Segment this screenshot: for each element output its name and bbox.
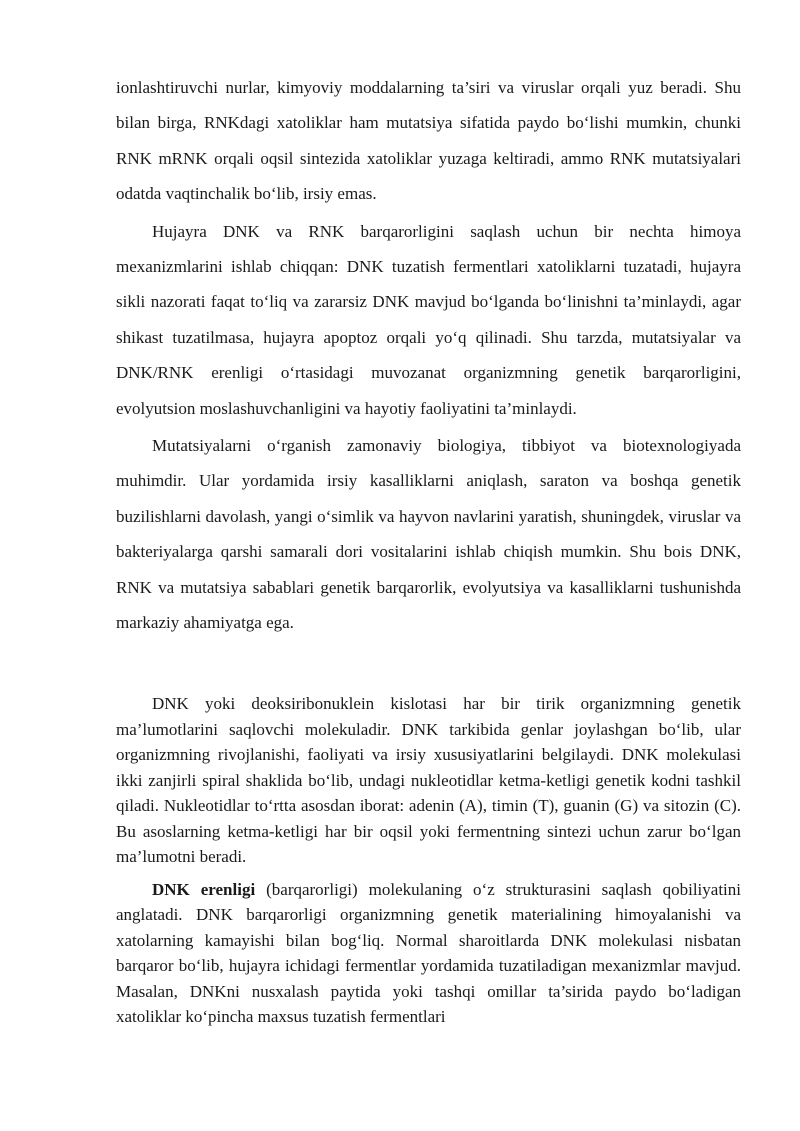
paragraph-mutation-study: Mutatsiyalarni o‘rganish zamonaviy biologiya, tibbiyot va biotexnologiyada muhimdir. Ular yordamida irsiy kasalliklarni aniqlash, saraton va boshqa genetik buzilishlarni davolash, yangi o‘simlik va hayvon navlarini yaratish, shuningdek, viruslar va bakteriyalarga qarshi samarali dori vositalarini ishlab chiqish mumkin. Shu bois DNK, RNK va mutatsiya sabablari genetik barqarorlik, evolyutsiya va kasalliklarni tushunishda markaziy ahamiyatga ega. [116, 436, 741, 633]
paragraph-dna-stability-text: (barqarorligi) molekulaning o‘z strukturasini saqlash qobiliyatini anglatadi. DNK barqarorligi organizmning genetik materialining himoyalanishi va xatolarning kamayishi bilan bog‘liq. Normal sharoitlarda DNK molekulasi nisbatan barqaror bo‘lib, hujayra ichidagi fermentlar yordamida tuzatiladigan mexanizmlar mavjud. Masalan, DNKni nusxalash paytida yoki tashqi omillar ta’sirida paydo bo‘ladigan xatoliklar ko‘pincha maxsus tuzatish fermentlari [116, 879, 741, 1026]
paragraph-dna-definition: DNK yoki deoksiribonuklein kislotasi har bir tirik organizmning genetik ma’lumotlarini saqlovchi molekuladir. DNK tarkibida genlar joylashgan bo‘lib, ular organizmning rivojlanishi, faoliyati va irsiy xususiyatlarini belgilaydi. DNK molekulasi ikki zanjirli spiral shaklida bo‘lib, undagi nukleotidlar ketma-ketligi genetik kodni tashkil qiladi. Nukleotidlar to‘rtta asosdan iborat: adenin (A), timin (T), guanin (G) va sitozin (C). Bu asoslarning ketma-ketligi har bir oqsil yoki fermentning sintezi uchun zarur bo‘lgan ma’lumotni beradi. [116, 694, 741, 866]
document-page-lower [116, 691, 741, 1030]
document-page-upper [116, 70, 741, 641]
paragraph-mutation-causes: ionlashtiruvchi nurlar, kimyoviy moddalarning ta’siri va viruslar orqali yuz beradi. Shu bilan birga, RNKdagi xatoliklar ham mutatsiya sifatida paydo bo‘lishi mumkin, chunki RNK mRNK orqali oqsil sintezida xatoliklar yuzaga keltiradi, ammo RNK mutatsiyalari odatda vaqtinchalik bo‘lib, irsiy emas. [116, 78, 741, 204]
term-dna-stability: DNK erenligi [152, 879, 256, 899]
paragraph-dna-stability [116, 877, 741, 1030]
paragraph-protection-mechanisms: Hujayra DNK va RNK barqarorligini saqlash uchun bir nechta himoya mexanizmlarini ishlab chiqqan: DNK tuzatish fermentlari xatoliklarni tuzatadi, hujayra sikli nazorati faqat to‘liq va zararsiz DNK mavjud bo‘lganda bo‘linishni ta’minlaydi, agar shikast tuzatilmasa, hujayra apoptoz orqali yo‘q qilinadi. Shu tarzda, mutatsiyalar va DNK/RNK erenligi o‘rtasidagi muvozanat organizmning genetik barqarorligini, evolyutsion moslashuvchanligini va hayotiy faoliyatini ta’minlaydi. [116, 221, 741, 418]
